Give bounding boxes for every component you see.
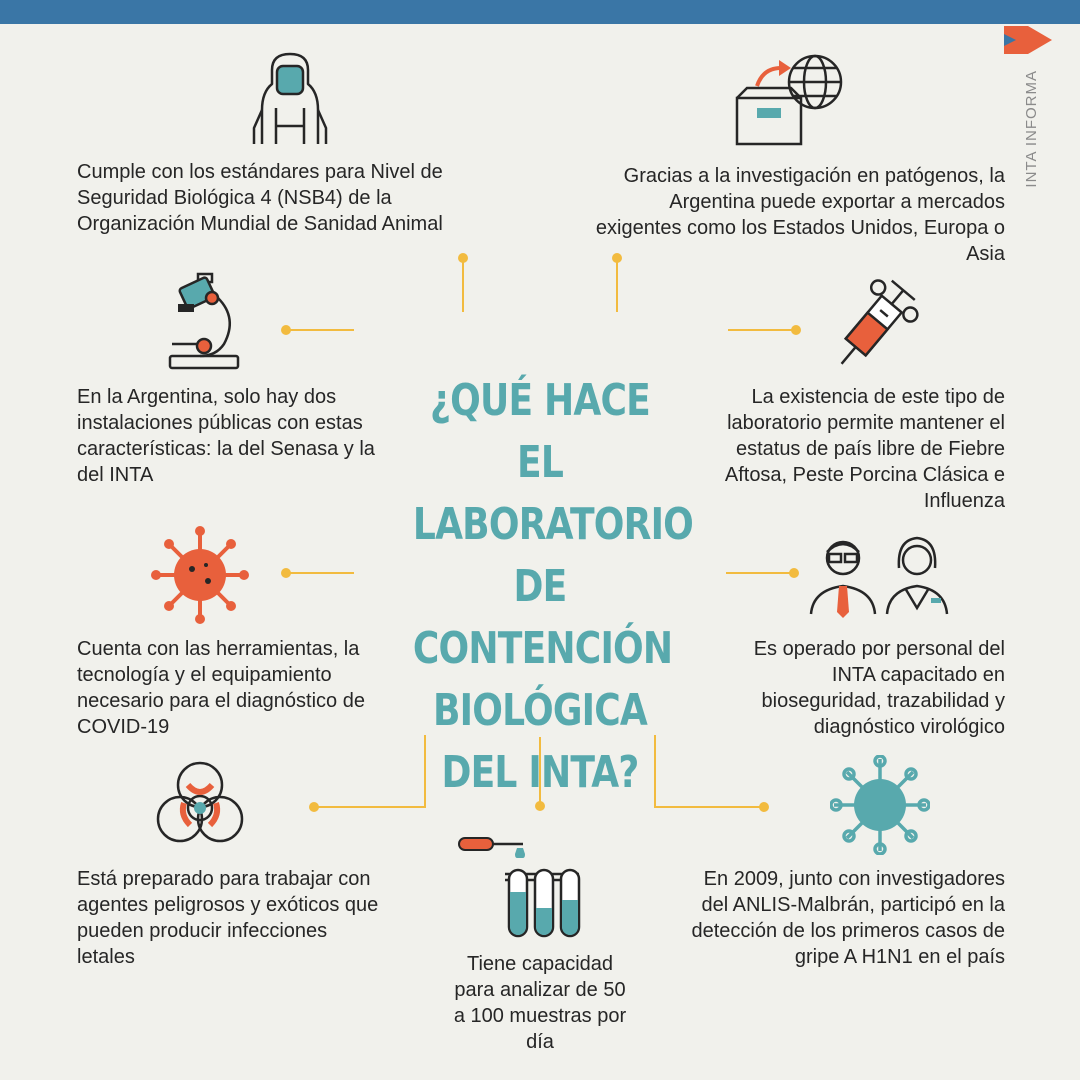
microscope-icon xyxy=(160,270,250,375)
item-muestras-text: Tiene capacidad para analizar de 50 a 100 muestras por día xyxy=(453,953,627,1053)
biohazard-icon xyxy=(150,755,250,855)
title-line-2: LABORATORIO xyxy=(412,499,694,550)
scientists-icon xyxy=(805,528,955,618)
test-tubes-icon xyxy=(455,830,585,940)
item-nsb4-text: Cumple con los estándares para Nivel de Seguridad Biológica 4 (NSB4) de la Organización Mundial de Sanidad Animal xyxy=(77,161,443,235)
item-covid-text: Cuenta con las herramientas, la tecnología y el equipamiento necesario para el diagnóstico de COVID-19 xyxy=(77,638,365,738)
item-h1n1-text: En 2009, junto con investigadores del ANLIS-Malbrán, participó en la detección de los primeros casos de gripe A H1N1 en el país xyxy=(691,868,1005,968)
virus-icon xyxy=(150,525,250,625)
export-globe-icon xyxy=(733,50,848,150)
item-personal-text: Es operado por personal del INTA capacitado en bioseguridad, trazabilidad y diagnóstico virológico xyxy=(753,638,1005,738)
title-line-4: BIOLÓGICA xyxy=(432,685,648,736)
main-title xyxy=(412,370,694,804)
title-line-1: ¿QUÉ HACE EL xyxy=(430,375,650,488)
item-agentes-text: Está preparado para trabajar con agentes peligrosos y exóticos que pueden producir infecciones letales xyxy=(77,868,379,968)
item-estatus-text: La existencia de este tipo de laboratorio permite mantener el estatus de país libre de Fiebre Aftosa, Peste Porcina Clásica e Influenza xyxy=(724,386,1005,512)
title-line-3: DE CONTENCIÓN xyxy=(412,561,673,674)
hazmat-suit-icon xyxy=(240,48,340,148)
syringe-icon xyxy=(830,272,920,377)
coronavirus-icon xyxy=(830,755,930,855)
item-instalaciones-text: En la Argentina, solo hay dos instalaciones públicas con estas características: la del Senasa y la del INTA xyxy=(77,386,375,486)
item-export-text: Gracias a la investigación en patógenos, la Argentina puede exportar a mercados exigentes como los Estados Unidos, Europa o Asia xyxy=(595,165,1005,265)
title-line-5: DEL INTA? xyxy=(441,747,639,798)
brand-label: INTA INFORMA xyxy=(1023,70,1040,188)
